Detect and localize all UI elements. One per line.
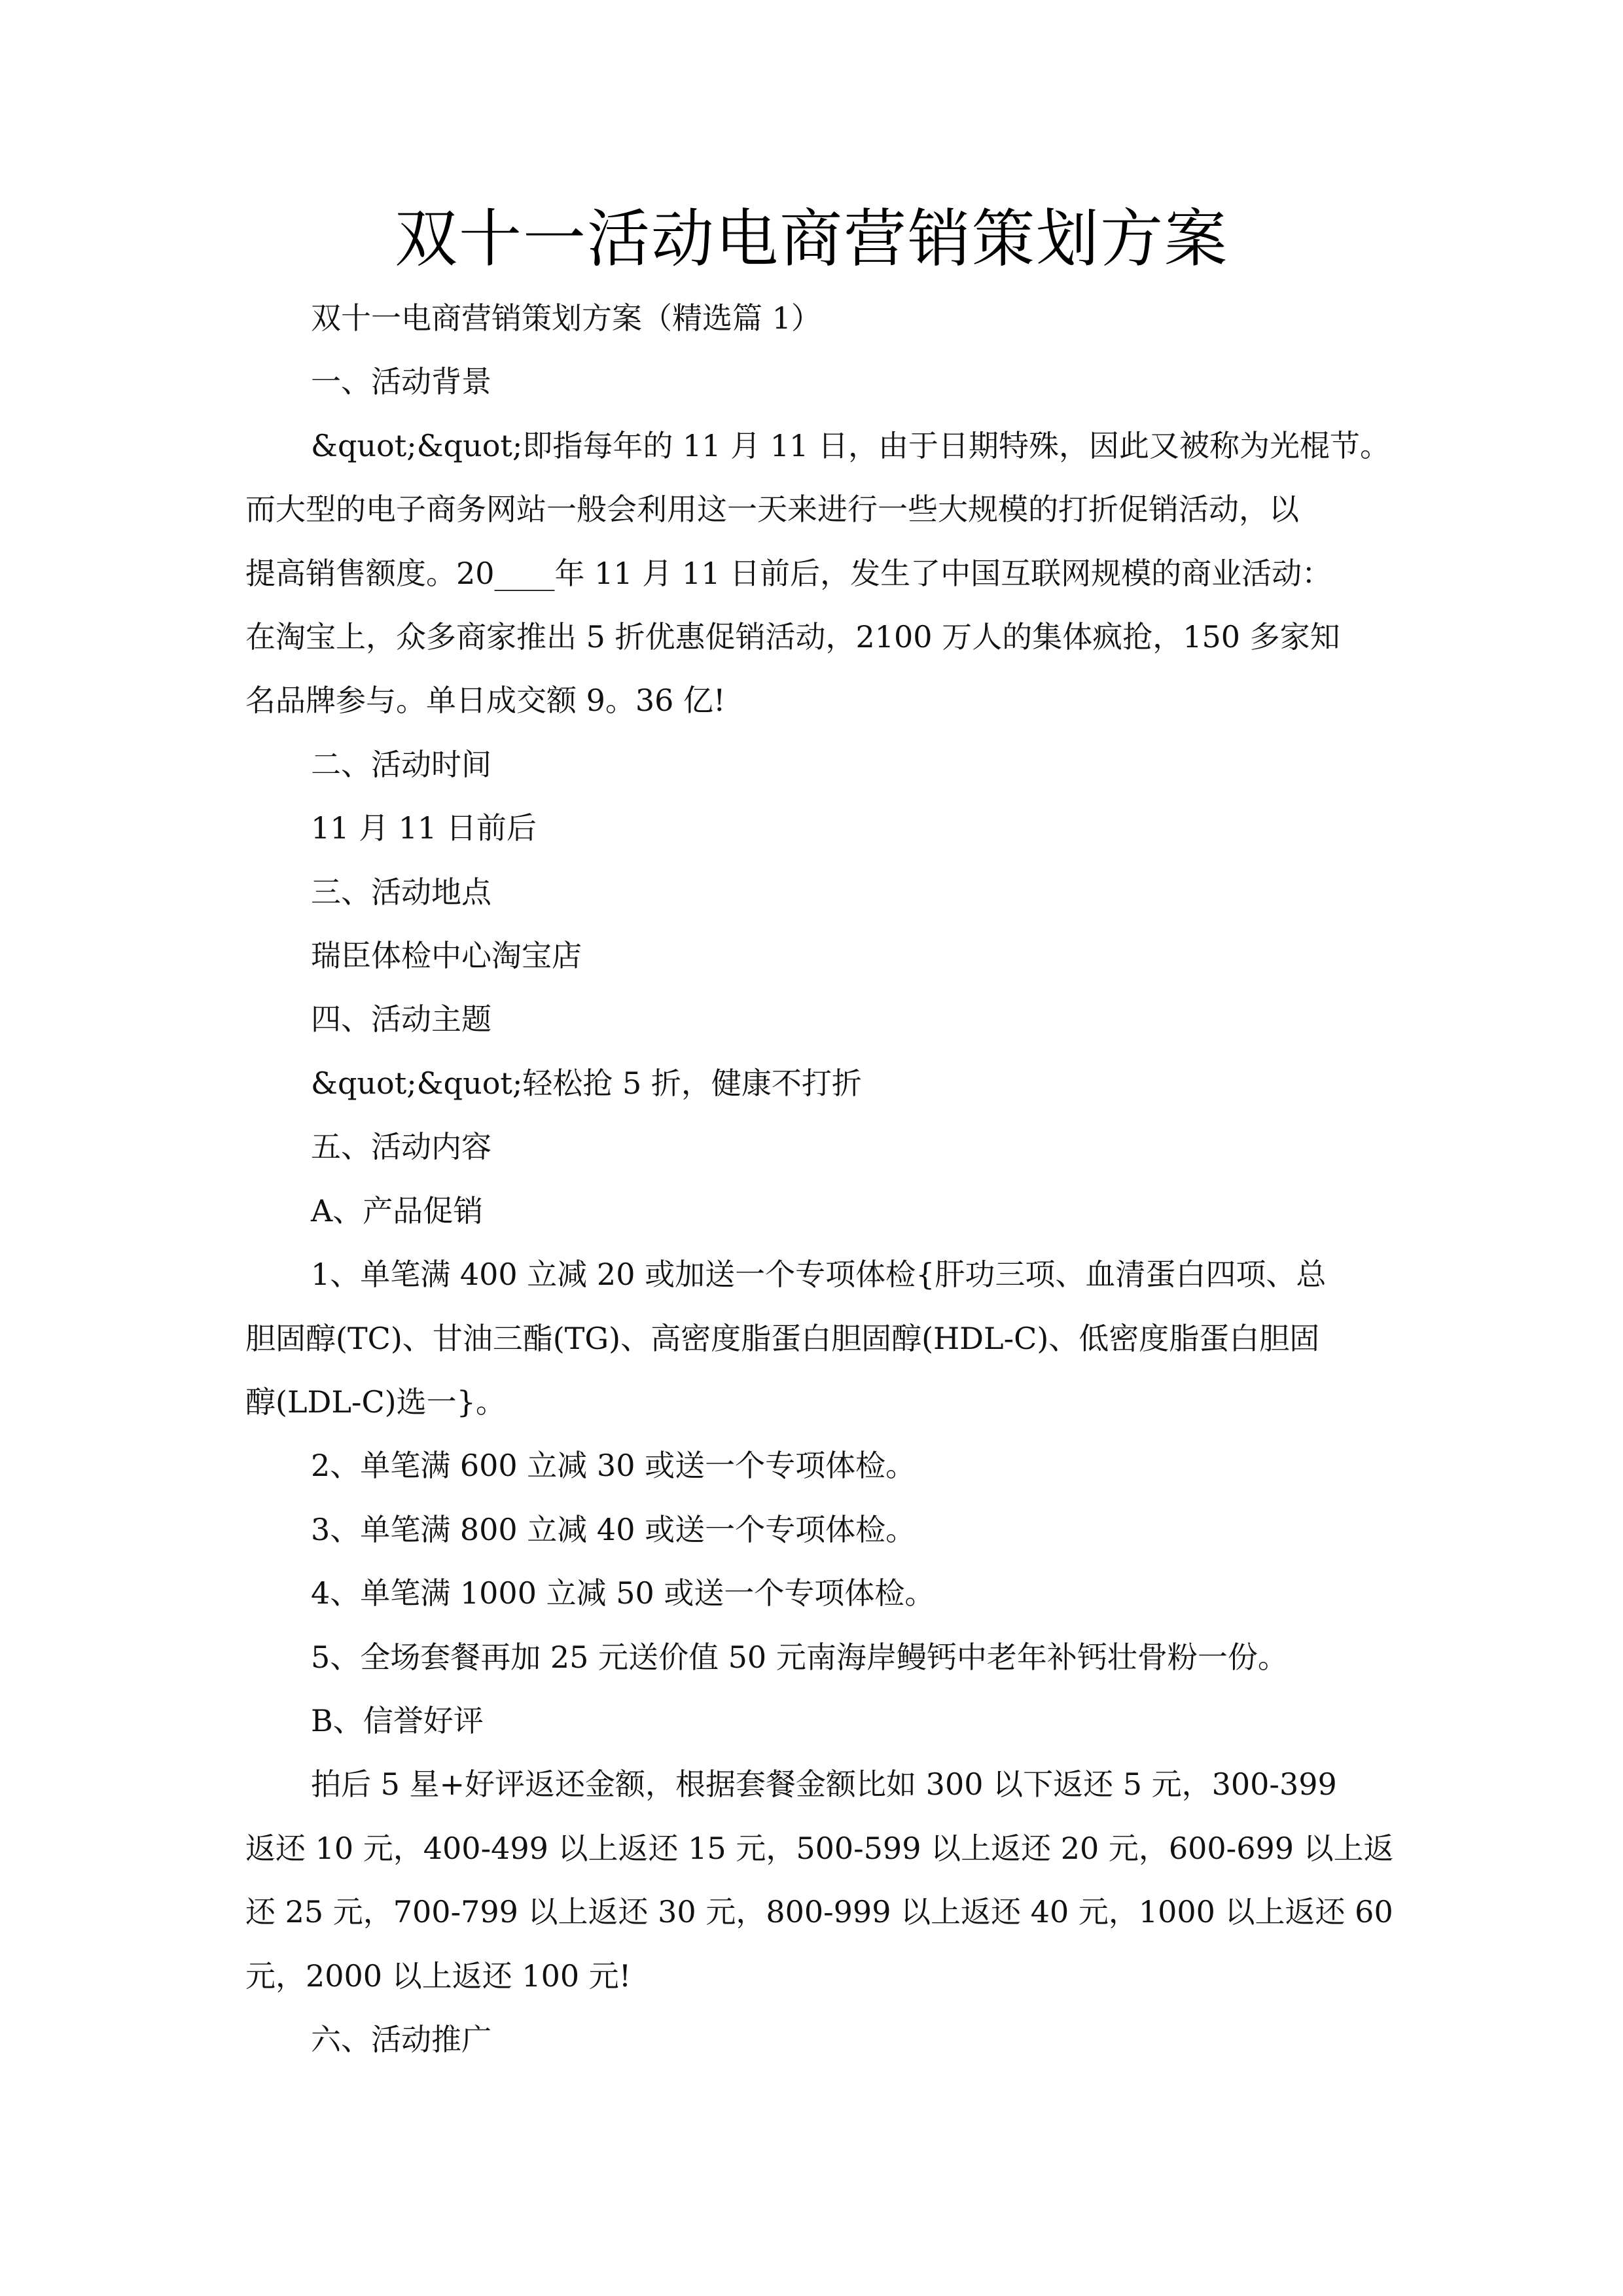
paragraph [245,1434,1384,1498]
text-line: 还 25 元，700-799 以上返还 30 元，800-999 以上返还 40 元，1000 以上返还 60 [245,1894,1393,1930]
paragraph [245,1498,1384,1562]
paragraph [245,1115,1384,1179]
text-line: 名品牌参与。单日成交额 9。36 亿! [245,683,726,719]
text-line: 五、活动内容 [311,1129,491,1165]
text-line: 一、活动背景 [311,364,491,400]
text-line: 11 月 11 日前后 [311,810,537,846]
text-line: 3、单笔满 800 立减 40 或送一个专项体检。 [311,1511,916,1547]
paragraph [245,1753,1394,2008]
text-line: 瑞臣体检中心淘宝店 [311,938,582,974]
text-line: 4、单笔满 1000 立减 50 或送一个专项体检。 [311,1575,935,1611]
paragraph [245,1562,1384,1625]
paragraph [245,2008,1384,2072]
text-line: 而大型的电子商务网站一般会利用这一天来进行一些大规模的打折促销活动，以 [245,492,1299,528]
text-line: 三、活动地点 [311,874,491,910]
paragraph [245,1179,1384,1243]
text-line: 元，2000 以上返还 100 元! [245,1958,632,1994]
text-line: 返还 10 元，400-499 以上返还 15 元，500-599 以上返还 20 元，600-699 以上返 [245,1830,1394,1866]
paragraph [245,414,1390,733]
text-line: 醇(LDL-C)选一}。 [245,1384,506,1420]
paragraph [245,861,1384,924]
paragraph [245,1243,1384,1434]
document-title: 双十一活动电商营销策划方案 [395,202,1228,276]
paragraph [245,1689,1384,1753]
text-line: &quot;&quot;即指每年的 11 月 11 日，由于日期特殊，因此又被称为光棍节。 [311,427,1390,463]
paragraph [245,797,1384,860]
text-line: 拍后 5 星+好评返还金额，根据套餐金额比如 300 以下返还 5 元，300-399 [311,1767,1337,1803]
paragraph [245,924,1384,988]
text-line: 1、单笔满 400 立减 20 或加送一个专项体检{肝功三项、血清蛋白四项、总 [311,1257,1327,1293]
text-line: B、信誉好评 [311,1702,484,1738]
text-line: 四、活动主题 [311,1001,491,1037]
text-line: 双十一电商营销策划方案（精选篇 1） [311,300,821,336]
paragraph [245,350,1384,414]
text-line: 5、全场套餐再加 25 元送价值 50 元南海岸鳗钙中老年补钙壮骨粉一份。 [311,1639,1288,1675]
text-line: 2、单笔满 600 立减 30 或送一个专项体检。 [311,1448,916,1484]
text-line: 提高销售额度。20____年 11 月 11 日前后，发生了中国互联网规模的商业活动： [245,555,1332,591]
document-body [245,287,1394,2072]
text-line: 在淘宝上，众多商家推出 5 折优惠促销活动，2100 万人的集体疯抢，150 多家知 [245,619,1340,655]
text-line: &quot;&quot;轻松抢 5 折，健康不打折 [311,1065,862,1101]
text-line: A、产品促销 [311,1193,484,1229]
paragraph [245,1626,1384,1689]
paragraph [245,1052,1384,1115]
paragraph [245,733,1384,797]
text-line: 二、活动时间 [311,746,491,782]
paragraph [245,988,1384,1051]
text-line: 胆固醇(TC)、甘油三酯(TG)、高密度脂蛋白胆固醇(HDL-C)、低密度脂蛋白胆固 [245,1320,1320,1356]
text-line: 六、活动推广 [311,2021,491,2057]
paragraph [245,287,1384,350]
